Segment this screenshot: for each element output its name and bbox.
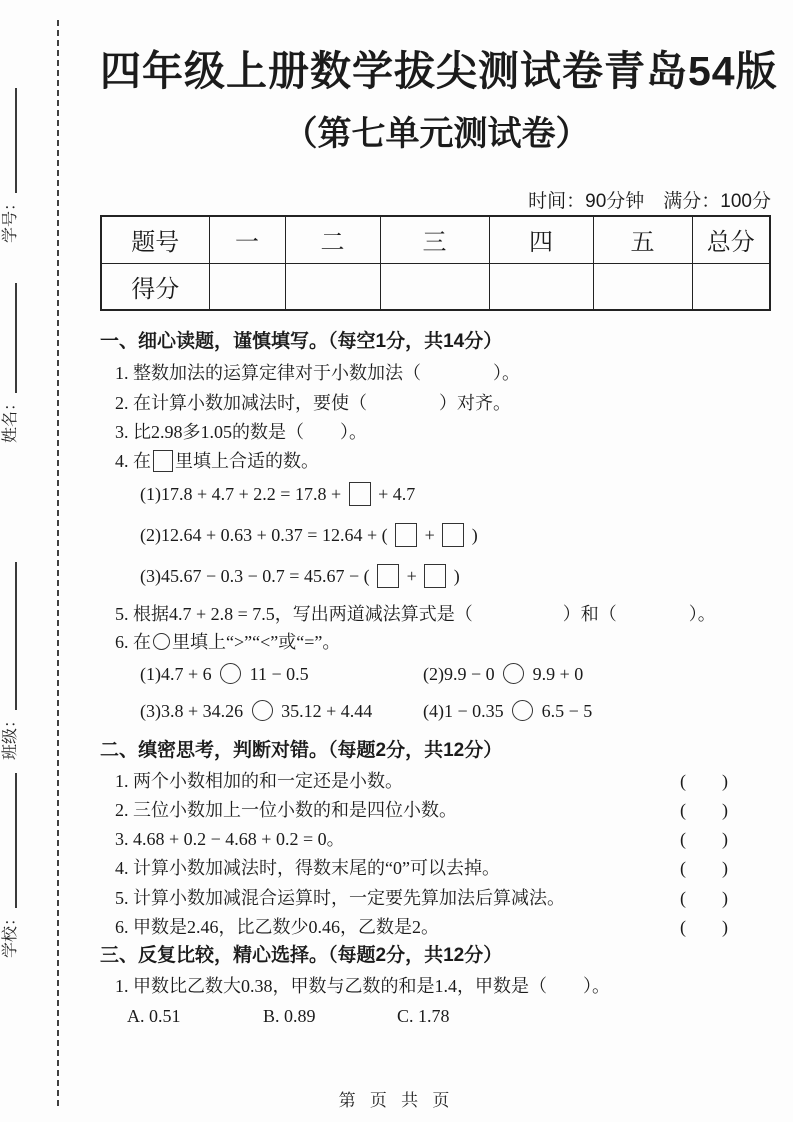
fill-in-box-blank[interactable] [395,523,417,547]
s3-question-1: 1. 甲数比乙数大0.38，甲数与乙数的和是1.4，甲数是（ ）。 [115,976,610,996]
student-id-label: 学号： [2,194,19,243]
s1-question-2: 2. 在计算小数加减法时，要使（ ）对齐。 [115,393,511,413]
fill-in-box-blank[interactable] [153,450,173,472]
s2-question-6-text: 6. 甲数是2.46，比乙数少0.46，乙数是2。 [115,917,439,937]
score-table-cell-1: 一 [209,216,285,263]
s1-question-4-1: (1)17.8 + 4.7 + 2.2 = 17.8 + + 4.7 [140,484,416,504]
section2-title: 二、缜密思考，判断对错。（每题2分，共12分） [100,740,503,761]
s1-question-6-3: (3)3.8 + 34.26 35.12 + 4.44 [140,701,373,721]
school-field [0,773,20,958]
s1-question-6-2: (2)9.9 − 0 9.9 + 0 [423,664,584,684]
s2-question-2-text: 2. 三位小数加上一位小数的和是四位小数。 [115,800,457,820]
fill-in-box-blank[interactable] [424,564,446,588]
s2-question-5-text: 5. 计算小数加减混合运算时，一定要先算加法后算减法。 [115,888,565,908]
s2-question-2 [115,797,773,823]
score-table [100,215,771,311]
comparison-circle-blank[interactable] [252,700,273,721]
s2-question-5 [115,885,773,911]
s1-question-4: 4. 在 里填上合适的数。 [115,451,319,471]
student-name-label: 姓名： [2,394,19,443]
comparison-circle-blank[interactable] [512,700,533,721]
s2-question-1 [115,768,773,794]
comparison-circle-blank[interactable] [153,633,170,650]
score-table-cell-label: 题号 [101,216,209,263]
comparison-circle-blank[interactable] [503,663,524,684]
exam-content [100,0,778,1122]
score-table-cell-total: 总分 [692,216,770,263]
s2-question-2-answer-paren[interactable]: ( ) [680,800,728,820]
score-cell[interactable] [209,263,285,310]
s2-question-6-answer-paren[interactable]: ( ) [680,917,728,937]
s1-question-6-1: (1)4.7 + 6 11 − 0.5 [140,664,309,684]
page-footer: 第 页 共 页 [338,1091,455,1110]
s2-question-5-answer-paren[interactable]: ( ) [680,888,728,908]
student-id-blank-line[interactable] [15,88,17,193]
score-table-cell-5: 五 [593,216,692,263]
s1-question-5: 5. 根据4.7 + 2.8 = 7.5，写出两道减法算式是（ ）和（ ）。 [115,604,716,624]
score-table-header-row [101,216,770,263]
s1-question-4-2: (2)12.64 + 0.63 + 0.37 = 12.64 + ( + ) [140,525,478,545]
section3-title: 三、反复比较，精心选择。（每题2分，共12分） [100,945,503,966]
score-table-cell-4: 四 [489,216,593,263]
score-table-cell-2: 二 [285,216,380,263]
class-field [0,562,20,760]
binding-dashed-line [57,20,59,1106]
student-name-blank-line[interactable] [15,283,17,393]
s2-question-1-answer-paren[interactable]: ( ) [680,771,728,791]
s1-question-6: 6. 在 里填上“>”“<”或“=”。 [115,632,341,652]
student-name-field [0,283,20,443]
class-label: 班级： [2,711,19,760]
score-cell[interactable] [380,263,489,310]
s2-question-3-answer-paren[interactable]: ( ) [680,829,728,849]
score-cell[interactable] [285,263,380,310]
s1-question-1: 1. 整数加法的运算定律对于小数加法（ ）。 [115,363,520,383]
option-a[interactable]: A. 0.51 [127,1006,181,1026]
page-title: 四年级上册数学拔尖测试卷青岛54版 [100,48,778,94]
option-c[interactable]: C. 1.78 [397,1006,450,1026]
class-blank-line[interactable] [15,562,17,710]
score-cell[interactable] [692,263,770,310]
exam-time-score-meta: 时间：90分钟 满分：100分 [528,191,771,212]
s2-question-3-text: 3. 4.68 + 0.2 − 4.68 + 0.2 = 0。 [115,829,345,849]
comparison-circle-blank[interactable] [220,663,241,684]
option-b[interactable]: B. 0.89 [263,1006,316,1026]
section1-title: 一、细心读题，谨慎填写。（每空1分，共14分） [100,331,503,352]
score-cell[interactable] [593,263,692,310]
score-table-cell-3: 三 [380,216,489,263]
s1-question-3: 3. 比2.98多1.05的数是（ ）。 [115,422,367,442]
s2-question-4-text: 4. 计算小数加减法时，得数末尾的“0”可以去掉。 [115,858,500,878]
fill-in-box-blank[interactable] [377,564,399,588]
s2-question-3 [115,826,773,852]
score-cell[interactable] [489,263,593,310]
school-label: 学校： [2,909,19,958]
student-id-field [0,88,20,243]
fill-in-box-blank[interactable] [349,482,371,506]
s1-question-6-4: (4)1 − 0.35 6.5 − 5 [423,701,593,721]
s2-question-6 [115,914,773,940]
fill-in-box-blank[interactable] [442,523,464,547]
s2-question-1-text: 1. 两个小数相加的和一定还是小数。 [115,771,403,791]
s1-question-4-3: (3)45.67 − 0.3 − 0.7 = 45.67 − ( + ) [140,566,460,586]
score-table-score-row [101,263,770,310]
page-subtitle: （第七单元测试卷） [283,115,590,153]
school-blank-line[interactable] [15,773,17,908]
score-row-label: 得分 [101,263,209,310]
s2-question-4 [115,855,773,881]
s2-question-4-answer-paren[interactable]: ( ) [680,858,728,878]
